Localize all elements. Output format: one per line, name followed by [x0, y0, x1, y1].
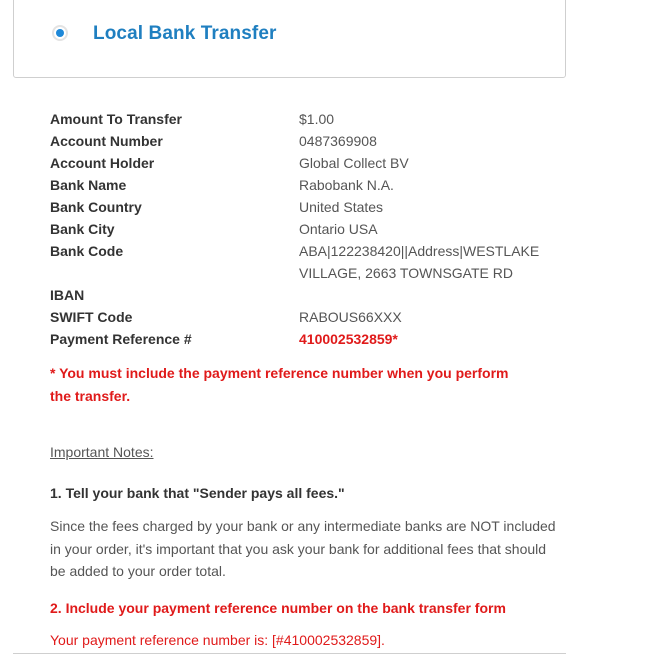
note-2-title: 2. Include your payment reference number on the bank transfer form — [50, 600, 506, 616]
detail-row-bank-country — [50, 196, 570, 218]
detail-row-bank-name — [50, 174, 570, 196]
detail-row-swift — [50, 306, 570, 328]
payment-reference-value: 410002532859* — [299, 331, 398, 347]
detail-label: Bank City — [50, 221, 115, 237]
detail-row-payment-reference — [50, 328, 570, 350]
detail-row-account-holder — [50, 152, 570, 174]
payment-option-radio[interactable] — [52, 25, 68, 41]
detail-value: Rabobank N.A. — [299, 177, 394, 193]
detail-label: Bank Name — [50, 177, 127, 193]
bank-details — [50, 108, 570, 350]
detail-row-bank-city — [50, 218, 570, 240]
radio-selected-dot — [56, 29, 64, 37]
detail-value — [299, 284, 549, 306]
note-1-title: 1. Tell your bank that "Sender pays all fees." — [50, 485, 345, 501]
detail-value: $1.00 — [299, 111, 335, 127]
detail-label: Account Number — [50, 133, 163, 149]
detail-label: Bank Country — [50, 199, 142, 215]
detail-value: Global Collect BV — [299, 155, 409, 171]
detail-value: United States — [299, 199, 384, 215]
note-2-body: Your payment reference number is: [#410002532859]. — [50, 632, 385, 648]
detail-value: 0487369908 — [299, 133, 377, 149]
payment-option-card[interactable] — [13, 0, 566, 78]
detail-label: SWIFT Code — [50, 309, 133, 325]
detail-row-account-number — [50, 130, 570, 152]
detail-label: Amount To Transfer — [50, 111, 182, 127]
detail-row-bank-code — [50, 240, 570, 284]
detail-row-iban — [50, 284, 570, 306]
reference-warning: * You must include the payment reference number when you perform the transfer. — [50, 365, 509, 404]
payment-option-title: Local Bank Transfer — [93, 23, 277, 44]
detail-value: ABA|122238420||Address|WESTLAKE VILLAGE, 2663 TOWNSGATE RD — [299, 243, 540, 281]
detail-label: Payment Reference # — [50, 331, 192, 347]
note-1-body: Since the fees charged by your bank or any intermediate banks are NOT included in your order, it's important that you ask your bank for additional fees that should be added to your order total. — [50, 518, 556, 579]
important-notes-heading: Important Notes: — [50, 444, 154, 460]
detail-value: RABOUS66XXX — [299, 309, 402, 325]
detail-label: IBAN — [50, 287, 85, 303]
detail-row-amount — [50, 108, 570, 130]
detail-value: Ontario USA — [299, 221, 378, 237]
detail-label: Bank Code — [50, 243, 124, 259]
detail-label: Account Holder — [50, 155, 155, 171]
section-divider — [13, 653, 566, 654]
